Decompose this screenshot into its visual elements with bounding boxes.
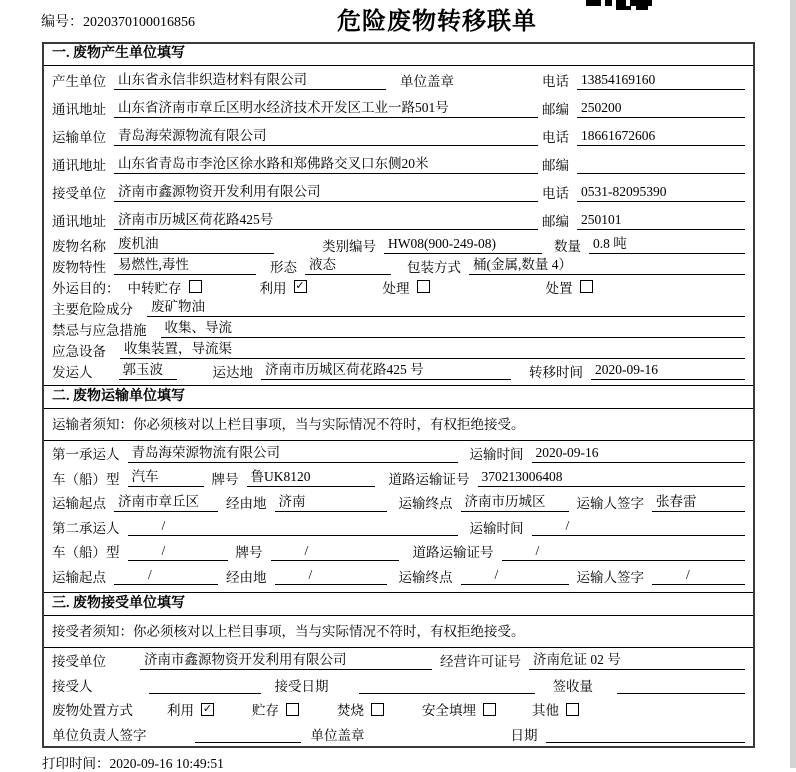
section-title: 二. 废物运输单位填写 [44,385,753,409]
section-title: 一. 废物产生单位填写 [44,44,753,66]
checkbox-icon [286,703,299,716]
field-label: 电话 [542,186,569,201]
field-value: 收集装置，导流渠 [120,340,745,359]
field-label: 废物特性 [52,259,106,275]
field-label: 运输终点 [398,496,453,512]
field-label: 接受日期 [274,678,329,694]
field-label: 运输时间 [469,447,524,463]
field-value: 桶(金属,数量 4） [469,256,745,275]
checkbox-label: 处置 [545,280,573,296]
field-label: 日期 [510,727,538,743]
form-row [44,318,753,339]
section-note: 运输者须知：你必须核对以上栏目事项，当与实际情况不符时，有权拒绝接受。 [44,409,753,441]
spacer [307,286,383,287]
field-value: 济南市历城区荷花路425号 [114,211,538,230]
field-value: / [502,542,746,561]
spacer [228,551,236,552]
field-label: 废物处置方式 [52,703,133,719]
field-label: 包装方式 [407,259,461,275]
spacer [432,660,440,661]
field-value: 0531-82095390 [577,183,745,202]
field-label: 道路运输证号 [388,471,470,487]
form-section [44,592,753,746]
print-time-label: 打印时间： [42,756,110,771]
field-value: / [275,566,387,585]
field-label: 接受人 [52,678,93,694]
checkbox-icon [580,280,593,293]
checkbox-icon [189,280,202,293]
form-row [44,441,753,466]
form-table [42,42,755,748]
field-value: 青岛海荣源物流有限公司 [128,444,458,463]
field-value [195,724,301,743]
spacer [386,80,400,81]
field-value: 济南市历城区荷花路425 号 [261,361,511,380]
form-row [44,360,753,381]
section-title: 三. 废物接受单位填写 [44,592,753,616]
checkbox-label: 利用 [167,703,194,719]
form-row [44,697,753,722]
checkbox-icon [483,703,496,716]
field-value: 青岛海荣源物流有限公司 [114,127,538,146]
field-value: 济南危证 02 号 [529,651,745,670]
field-value: 鲁UK8120 [247,468,375,487]
field-label: 运输单位 [52,130,106,145]
field-value: 张春雷 [652,493,745,512]
field-label: 主要危险成分 [52,301,133,317]
field-value: 易燃性,毒性 [114,256,256,275]
field-value: 济南市鑫源物资开发利用有限公司 [140,651,432,670]
spacer [542,244,554,245]
field-label: 单位盖章 [400,74,454,89]
print-time-value: 2020-09-16 10:49:51 [109,756,224,771]
spacer [218,502,226,503]
checkbox-group [532,699,579,719]
form-row [44,648,753,673]
spacer [387,575,399,576]
spacer [218,575,226,576]
form-row [44,206,753,234]
form-row [44,66,753,94]
spacer [462,80,542,81]
field-value: 山东省永信非织造材料有限公司 [114,71,386,90]
field-label: 车（船）型 [52,471,120,487]
spacer [214,709,252,710]
field-value: 废机油 [114,235,274,254]
checkbox-group [546,277,593,297]
field-label: 接受单位 [52,654,106,670]
form-section [44,385,753,588]
checkbox-group [260,277,307,297]
checkbox-group [128,277,202,297]
field-label: 经由地 [226,496,267,512]
spacer [601,684,617,685]
print-time [42,752,796,772]
page-title: 危险废物转移联单 [337,9,537,35]
form-row [44,276,753,297]
field-value: / [652,566,745,585]
field-value: / [532,517,746,536]
spacer [511,370,529,371]
checkbox-label: 焚烧 [337,703,364,719]
spacer [535,684,553,685]
form-row [44,297,753,318]
field-value: 山东省青岛市李沧区徐水路和郑佛路交叉口东侧20米 [114,155,538,174]
spacer [274,244,322,245]
checkbox-group [337,699,384,719]
field-label: 邮编 [542,158,569,173]
field-value: / [114,566,218,585]
spacer [384,709,422,710]
spacer [399,551,413,552]
spacer [204,477,212,478]
field-label: 邮编 [542,214,569,229]
checkbox-checked-icon: ✓ [202,702,213,715]
form-row [44,515,753,540]
spacer [496,709,532,710]
field-label: 形态 [270,259,297,275]
form-row [44,94,753,122]
spacer [375,477,389,478]
field-value [617,675,745,694]
field-label: 转移时间 [529,364,583,380]
serial-number [41,11,195,31]
form-row [44,234,753,255]
field-value: 250200 [577,99,745,118]
field-value: / [271,542,399,561]
spacer [299,709,337,710]
field-value: 13854169160 [577,71,745,90]
field-value: 2020-09-16 [532,444,746,463]
field-value: 18661672606 [577,127,745,146]
field-label: 第一承运人 [52,447,120,463]
field-label: 单位负责人签字 [52,727,147,743]
checkbox-label: 贮存 [252,703,279,719]
field-label: 经营许可证号 [440,654,521,670]
field-label: 经由地 [226,569,267,585]
field-label: 电话 [542,130,569,145]
field-label: 第二承运人 [52,520,120,536]
section-note: 接受者须知：你必须核对以上栏目事项，当与实际情况不符时，有权拒绝接受。 [44,616,753,648]
field-value: 济南市章丘区 [114,493,218,512]
form-row [44,122,753,150]
field-label: 运输终点 [398,569,453,585]
field-label: 电话 [542,74,569,89]
field-label: 运输起点 [52,569,106,585]
checkbox-group [422,699,496,719]
field-label: 通讯地址 [52,102,106,117]
spacer [373,733,511,734]
field-label: 外运目的： [52,280,120,296]
spacer [155,733,195,734]
field-value [577,155,745,174]
field-label: 运输起点 [52,496,106,512]
field-value [359,675,535,694]
spacer [256,265,270,266]
field-value: 济南市历城区 [461,493,569,512]
form-row [44,673,753,698]
checkbox-icon [566,703,579,716]
field-value: 收集、导流 [161,319,746,338]
field-value: 郭玉波 [119,361,177,380]
scrollbar[interactable] [790,0,796,768]
field-label: 产生单位 [52,74,106,89]
field-label: 运输人签字 [576,569,644,585]
field-value: 汽车 [128,468,204,487]
field-label: 牌号 [235,545,263,561]
serial-value: 2020370100016856 [83,15,195,30]
form-row [44,178,753,206]
field-label: 签收量 [552,678,593,694]
checkbox-group [252,699,299,719]
field-value: / [128,517,458,536]
spacer [387,502,399,503]
checkbox-label: 利用 [259,280,287,296]
field-value: HW08(900-249-08) [384,235,542,254]
form-row [44,722,753,747]
checkbox-icon [371,703,384,716]
field-value: 2020-09-16 [591,361,745,380]
field-label: 车（船）型 [52,545,120,561]
field-label: 发运人 [52,364,93,380]
form-row [44,539,753,564]
checkbox-label: 中转贮存 [127,280,182,296]
checkbox-label: 处理 [382,280,410,296]
checkbox-group [383,277,430,297]
spacer [101,684,149,685]
field-label: 废物名称 [52,238,106,254]
serial-label: 编号： [41,15,83,30]
field-value: / [461,566,569,585]
spacer [141,709,167,710]
field-label: 通讯地址 [52,214,106,229]
form-row [44,490,753,515]
field-value: 液态 [305,256,391,275]
field-value: 370213006408 [478,468,746,487]
field-label: 禁忌与应急措施 [52,322,147,338]
spacer [458,526,470,527]
spacer [569,575,577,576]
field-value: 济南 [275,493,387,512]
field-label: 应急设备 [52,343,106,359]
field-value [149,675,261,694]
field-label: 运输时间 [469,520,524,536]
field-value: 250101 [577,211,745,230]
field-label: 数量 [554,238,581,254]
field-label: 通讯地址 [52,158,106,173]
field-label: 道路运输证号 [412,545,494,561]
checkbox-label: 其他 [532,703,559,719]
spacer [202,286,260,287]
field-value: 山东省济南市章丘区明水经济技术开发区工业一路501号 [114,99,538,118]
spacer [569,502,577,503]
field-label: 牌号 [211,471,239,487]
field-label: 邮编 [542,102,569,117]
spacer [430,286,546,287]
checkbox-label: 安全填埋 [422,703,476,719]
form-row [44,339,753,360]
field-label: 类别编号 [322,238,376,254]
spacer [261,684,275,685]
spacer [301,733,311,734]
qr-code-fragment [586,0,656,10]
spacer [114,660,140,661]
field-value: 0.8 吨 [589,235,745,254]
spacer [101,370,119,371]
field-value [546,724,746,743]
spacer [177,370,213,371]
spacer [458,453,470,454]
field-value: 济南市鑫源物资开发利用有限公司 [114,183,538,202]
form-section [44,44,753,381]
checkbox-checked-icon: ✓ [295,280,305,292]
form-row [44,466,753,491]
form-row [44,150,753,178]
field-label: 接受单位 [52,186,106,201]
checkbox-icon [417,280,430,293]
form-row [44,255,753,276]
field-value: 废矿物油 [147,298,745,317]
field-label: 单位盖章 [310,727,365,743]
field-label: 运达地 [212,364,253,380]
form-row [44,564,753,589]
spacer [391,265,407,266]
field-value: / [128,542,228,561]
checkbox-group [167,699,214,719]
document-header [0,0,796,42]
spacer [337,684,359,685]
field-label: 运输人签字 [576,496,644,512]
